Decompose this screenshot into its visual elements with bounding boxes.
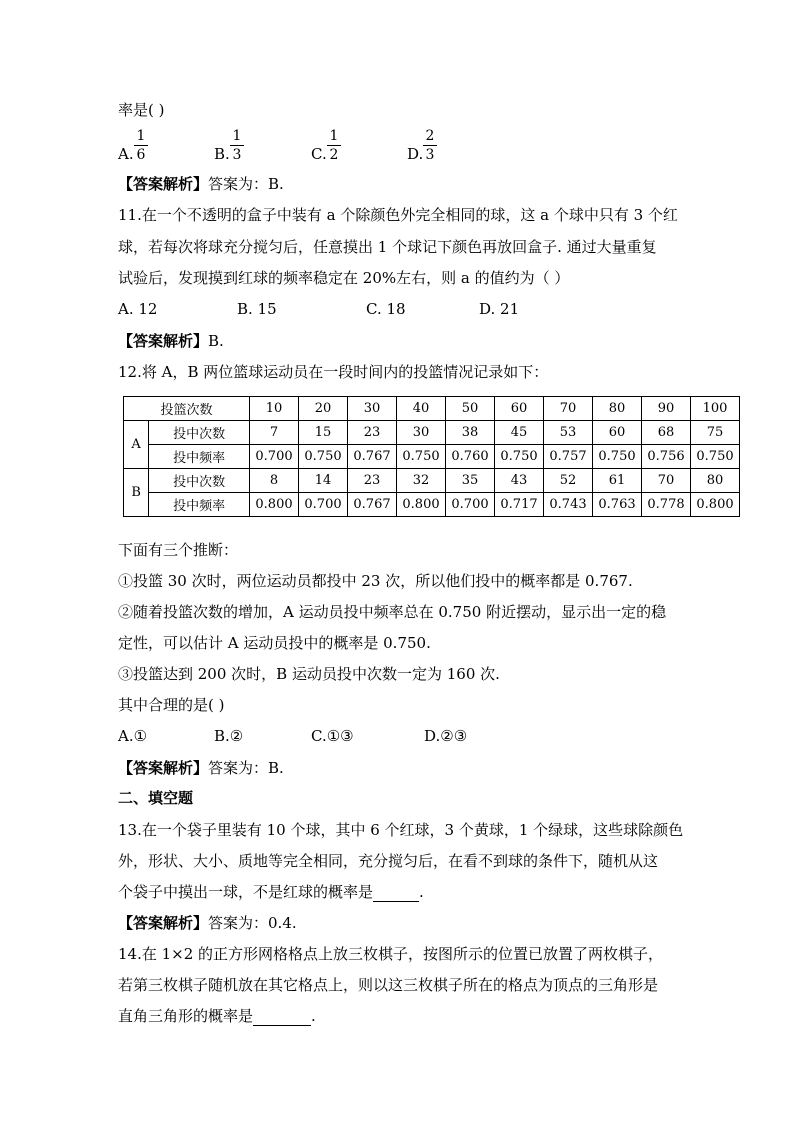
answer-label: 【答案解析】: [118, 914, 209, 932]
table-cell: 14: [299, 469, 348, 493]
q12-answer: [118, 758, 284, 778]
header-count-cell: 30: [348, 397, 397, 421]
table-cell: 0.763: [593, 493, 642, 517]
q12-statement-3: ③投篮达到 200 次时，B 运动员投中次数一定为 160 次.: [118, 665, 500, 683]
table-cell: 0.800: [250, 493, 299, 517]
q13-line3: 个袋子中摸出一球，不是红球的概率是 .: [118, 883, 424, 901]
table-cell: 61: [593, 469, 642, 493]
q11-line1: 11.在一个不透明的盒子中装有 a 个除颜色外完全相同的球，这 a 个球中只有 3 个红: [118, 206, 678, 224]
header-count-cell: 40: [397, 397, 446, 421]
header-label-cell: 投篮次数: [124, 397, 250, 421]
table-cell: 0.700: [299, 493, 348, 517]
table-row: [124, 469, 740, 493]
answer-label: 【答案解析】: [118, 332, 209, 350]
table-cell: 52: [544, 469, 593, 493]
answer-blank: [373, 885, 419, 902]
q10-answer: [118, 174, 284, 194]
table-cell: 80: [691, 469, 740, 493]
table-cell: 43: [495, 469, 544, 493]
q12-statement-1: ①投篮 30 次时，两位运动员都投中 23 次，所以他们投中的概率都是 0.767.: [118, 572, 633, 590]
q11-line3: 试验后，发现摸到红球的频率稳定在 20%左右，则 a 的值约为（ ）: [118, 269, 570, 287]
table-cell: 0.757: [544, 445, 593, 469]
table-cell: 0.750: [593, 445, 642, 469]
table-cell: 8: [250, 469, 299, 493]
player-name-cell: B: [124, 469, 149, 517]
player-name-cell: A: [124, 421, 149, 469]
q13-line2: 外，形状、大小、质地等完全相同，充分搅匀后，在看不到球的条件下，随机从这: [118, 852, 659, 870]
q11-option-b: B. 15: [237, 300, 277, 318]
table-cell: 45: [495, 421, 544, 445]
q12-statement-2b: 定性，可以估计 A 运动员投中的概率是 0.750.: [118, 634, 431, 652]
q11-line2: 球，若每次将球充分搅匀后，任意摸出 1 个球记下颜色再放回盒子. 通过大量重复: [118, 238, 657, 256]
q12-statement-2a: ②随着投篮次数的增加，A 运动员投中频率总在 0.750 附近摆动，显示出一定的稳: [118, 603, 667, 621]
q11-answer: [118, 331, 224, 351]
table-header-row: [124, 397, 740, 421]
table-cell: 0.700: [250, 445, 299, 469]
answer-text: 答案为：B.: [208, 759, 284, 777]
table-cell: 0.778: [642, 493, 691, 517]
q12-intro: 12.将 A，B 两位篮球运动员在一段时间内的投篮情况记录如下：: [118, 363, 549, 381]
table-cell: 0.760: [446, 445, 495, 469]
q14-line1: 14.在 1×2 的正方形网格格点上放三枚棋子，按图所示的位置已放置了两枚棋子，: [118, 945, 664, 963]
q11-option-c: C. 18: [366, 300, 406, 318]
q12-option-d: D.②③: [424, 727, 468, 745]
table-row: [124, 421, 740, 445]
answer-text: 答案为：0.4.: [208, 914, 297, 932]
table-cell: 0.767: [348, 493, 397, 517]
table-cell: 0.767: [348, 445, 397, 469]
table-cell: 60: [593, 421, 642, 445]
table-cell: 68: [642, 421, 691, 445]
q13-answer: [118, 913, 297, 933]
header-count-cell: 50: [446, 397, 495, 421]
table-cell: 0.800: [691, 493, 740, 517]
table-cell: 0.750: [495, 445, 544, 469]
table-cell: 0.750: [691, 445, 740, 469]
header-count-cell: 60: [495, 397, 544, 421]
q12-option-c: C.①③: [311, 727, 354, 745]
table-cell: 30: [397, 421, 446, 445]
header-count-cell: 100: [691, 397, 740, 421]
section-heading: 二、填空题: [118, 789, 194, 807]
table-cell: 23: [348, 421, 397, 445]
table-cell: 23: [348, 469, 397, 493]
answer-label: 【答案解析】: [118, 759, 209, 777]
row-label-cell: 投中频率: [149, 493, 250, 517]
q11-option-a: A. 12: [118, 300, 158, 318]
row-label-cell: 投中频率: [149, 445, 250, 469]
table-cell: 0.756: [642, 445, 691, 469]
table-cell: 0.750: [397, 445, 446, 469]
row-label-cell: 投中次数: [149, 421, 250, 445]
answer-text: B.: [208, 332, 224, 350]
table-cell: 32: [397, 469, 446, 493]
table-row: [124, 493, 740, 517]
q11-option-d: D. 21: [479, 300, 520, 318]
table-cell: 0.743: [544, 493, 593, 517]
shooting-record-table: [123, 396, 740, 517]
answer-blank: [253, 1009, 311, 1026]
table-cell: 53: [544, 421, 593, 445]
table-row: [124, 445, 740, 469]
answer-text: 答案为：B.: [208, 175, 284, 193]
table-cell: 75: [691, 421, 740, 445]
table-cell: 0.717: [495, 493, 544, 517]
header-count-cell: 80: [593, 397, 642, 421]
header-count-cell: 10: [250, 397, 299, 421]
header-count-cell: 90: [642, 397, 691, 421]
table-cell: 35: [446, 469, 495, 493]
q12-option-b: B.②: [214, 727, 244, 745]
answer-label: 【答案解析】: [118, 175, 209, 193]
row-label-cell: 投中次数: [149, 469, 250, 493]
q14-line3: 直角三角形的概率是 .: [118, 1007, 316, 1025]
q13-line1: 13.在一个袋子里装有 10 个球，其中 6 个红球，3 个黄球，1 个绿球，这些球除颜色: [118, 821, 684, 839]
q12-lead: 下面有三个推断：: [118, 541, 239, 559]
q14-line2: 若第三枚棋子随机放在其它格点上，则以这三枚棋子所在的格点为顶点的三角形是: [118, 976, 659, 994]
table-cell: 38: [446, 421, 495, 445]
q12-question: 其中合理的是( ): [118, 696, 225, 714]
table-cell: 0.700: [446, 493, 495, 517]
table-cell: 15: [299, 421, 348, 445]
table-cell: 70: [642, 469, 691, 493]
table-cell: 0.800: [397, 493, 446, 517]
header-count-cell: 20: [299, 397, 348, 421]
q12-option-a: A.①: [118, 727, 148, 745]
q10-tail: 率是( ): [118, 101, 165, 119]
table-cell: 7: [250, 421, 299, 445]
header-count-cell: 70: [544, 397, 593, 421]
table-cell: 0.750: [299, 445, 348, 469]
